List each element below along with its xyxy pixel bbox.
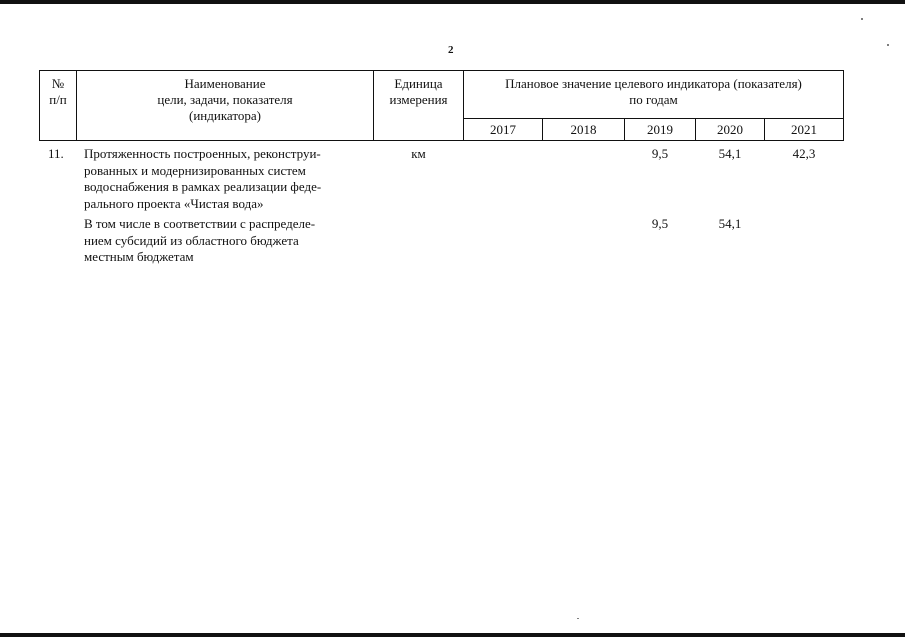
row-value-2021: 42,3 (792, 146, 816, 161)
header-number: № п/п (49, 76, 67, 107)
table-top-line (39, 70, 844, 71)
table-right-line (843, 70, 844, 141)
row-value-2020: 54,1 (718, 216, 742, 231)
row-value-2020: 54,1 (718, 146, 742, 161)
row-indicator-name: В том числе в соответствии с распределе- нием субсидий из областного бюджета местным бюджетам (84, 216, 316, 264)
top-scan-border (0, 0, 905, 4)
header-year-2021: 2021 (791, 122, 817, 137)
header-year-2017: 2017 (490, 122, 516, 137)
bottom-scan-border (0, 633, 905, 637)
header-year-2020: 2020 (717, 122, 743, 137)
row-indicator-name: Протяженность построенных, реконструи- рованных и модернизированных систем водоснабжения в рамках реализации феде- рального проекта «Чистая вода» (84, 146, 322, 211)
table-header-bottom-line (39, 140, 844, 141)
years-top-line (463, 118, 844, 119)
header-year-2018: 2018 (570, 122, 597, 137)
header-unit: Единица измерения (389, 76, 448, 107)
row-number: 11. (48, 146, 64, 161)
header-year-2019: 2019 (647, 122, 673, 137)
row-value-2019: 9,5 (651, 216, 669, 231)
row-value-2019: 9,5 (651, 146, 669, 161)
header-name: Наименование цели, задачи, показателя (индикатора) (157, 76, 293, 123)
scan-speck (887, 44, 889, 46)
row-unit: км (411, 146, 426, 161)
scan-speck (577, 618, 579, 619)
header-plan-value: Плановое значение целевого индикатора (показателя) по годам (505, 76, 802, 107)
page-number: 2 (448, 44, 454, 56)
scan-speck (861, 18, 863, 20)
